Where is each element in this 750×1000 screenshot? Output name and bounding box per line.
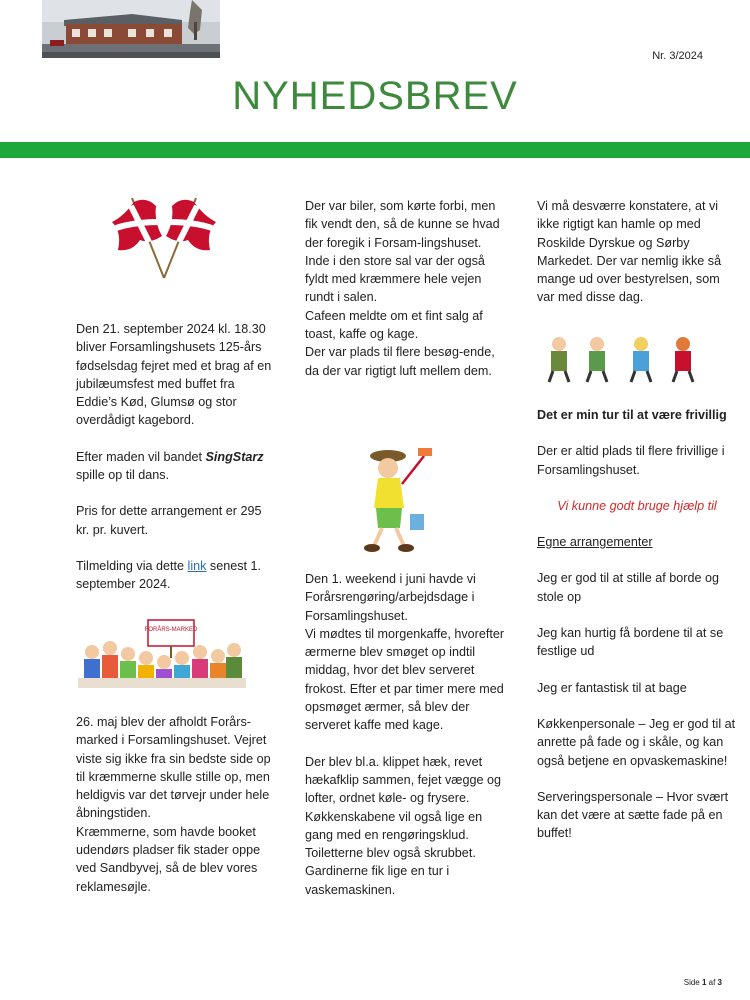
cleaning-morning-paragraph: Vi mødtes til morgenkaffe, hvorefter ærmerne blev smøget op indtil middag, hvor det blev serveret frokost. Efter et par timer mere med opsmøget ærmer, så blev der serveret kaffe med kage.: [305, 626, 505, 733]
signup-text-after: senest 1. september 2024.: [76, 558, 262, 592]
column-1-lower: [76, 713, 272, 896]
band-text-before: Efter maden vil bandet: [76, 449, 206, 464]
cleaning-tasks-paragraph: Der blev bl.a. klippet hæk, revet hækafklip sammen, fejet vægge og lofter, ordnet køle- og frysere. Køkkenskabene vil også lige en gang med en rengøringsklud. Toiletterne blev også skrubbet. Gardinerne fik lige en tur i vaskemaskinen.: [305, 754, 502, 897]
hall-paragraph: Inde i den store sal var der også fyldt med kræmmere hele vejen rundt i salen.: [305, 253, 485, 305]
cleaning-woman-illustration: [358, 444, 440, 556]
page-current: 1: [701, 978, 707, 987]
market-paragraph: 26. maj blev der afholdt Forårs-marked i Forsamlingshuset. Vejret viste sig ikke fra sin bedste side op til kræmmerne skulle stille op, men heldigvis var det tørvejr under hele åbningstiden.: [76, 715, 271, 821]
page-total: 3: [717, 978, 722, 987]
page-title: NYHEDSBREV: [232, 74, 518, 118]
building-photo: [42, 0, 220, 58]
column-1: [76, 320, 272, 594]
competition-paragraph: Vi må desværre konstatere, at vi ikke rigtigt kan hamle op med Roskilde Dyrskue og Sørby Markedet. Der var nemlig ikke så mange ud over bestyrelsen, som var med disse dag.: [537, 199, 722, 305]
band-name: SingStarz: [205, 449, 264, 464]
volunteer-item-decorate: Jeg kan hurtig få bordene til at se festlige ud: [537, 626, 724, 659]
cafe-paragraph: Cafeen meldte om et fint salg af toast, kaffe og kage.: [305, 308, 483, 342]
volunteer-item-serving: Serveringspersonale – Hvor svært kan det være at sætte fade på en buffet!: [537, 789, 729, 841]
issue-number: Nr. 3/2024: [652, 50, 703, 62]
column-2: [305, 197, 505, 380]
band-paragraph: [76, 448, 272, 485]
volunteer-item-kitchen: Køkkenpersonale – Jeg er god til at anrette på fade og i skåle, og kan også betjene en opvaskemaskine!: [537, 716, 736, 768]
page-mid: af: [706, 978, 718, 987]
cars-paragraph: Der var biler, som kørte forbi, men fik vendt den, så de kunne se hvad der foregik i Forsam-lingshuset.: [305, 199, 500, 250]
help-wanted-text: Vi kunne godt bruge hjælp til: [557, 498, 717, 513]
signup-paragraph: [76, 557, 272, 594]
signup-text-before: Tilmelding via dette: [76, 558, 188, 573]
price-paragraph: Pris for dette arrangement er 295 kr. pr. kuvert.: [76, 504, 262, 537]
green-divider: [0, 142, 750, 158]
cleaning-intro-paragraph: Den 1. weekend i juni havde vi Forårsrengøring/arbejdsdage i Forsamlingshuset.: [305, 572, 476, 623]
volunteer-heading: Det er min tur til at være frivillig: [537, 408, 727, 422]
vendors-paragraph: Kræmmerne, som havde booket udendørs pladser fik stader oppe ved Sandbyvej, så de blev vores reklamesøjle.: [76, 824, 261, 894]
page-prefix: Side: [683, 978, 702, 987]
volunteer-item-bake: Jeg er fantastisk til at bage: [537, 680, 687, 695]
market-crowd-illustration: [78, 612, 246, 692]
volunteer-item-tables: Jeg er god til at stille af borde og stole op: [537, 571, 720, 604]
visitors-paragraph: Der var plads til flere besøg-ende, da der var rigtigt luft mellem dem.: [305, 345, 495, 378]
volunteers-illustration: [545, 334, 705, 384]
volunteer-paragraph: Der er altid plads til flere frivillige i Forsamlingshuset.: [537, 444, 725, 477]
festival-paragraph: Den 21. september 2024 kl. 18.30 bliver Forsamlingshusets 125-års fødselsdag fejret med et brag af en jubilæumsfest med buffet fra Eddie’s Kød, Glumsø og stor overdådigt kagebord.: [76, 322, 272, 428]
own-events-subheading: Egne arrangementer: [537, 535, 653, 550]
column-2-lower: [305, 570, 505, 899]
column-3: [537, 197, 737, 307]
band-text-after: spille op til dans.: [76, 468, 170, 483]
column-3-lower: [537, 406, 737, 843]
signup-link[interactable]: link: [187, 558, 207, 573]
danish-flags-icon: [104, 192, 224, 282]
market-sign-text: FORÅRS-MARKED: [144, 627, 198, 633]
page-number: [684, 978, 722, 987]
